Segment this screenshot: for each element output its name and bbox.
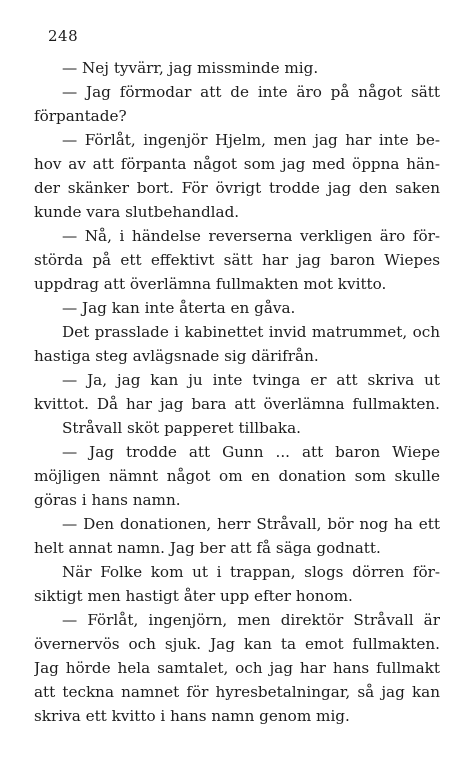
text-line-19: göras i hans namn. bbox=[34, 491, 181, 509]
text-line-8: — Nå, i händelse reverserna verkligen äro för- bbox=[62, 227, 440, 245]
text-line-6: der skänker bort. För övrigt trodde jag den saken bbox=[34, 179, 440, 197]
text-line-5: hov av att förpanta något som jag med öppna hän- bbox=[34, 155, 440, 173]
text-line-27: att teckna namnet för hyresbetalningar, så jag kan bbox=[34, 683, 440, 701]
text-line-2: — Jag förmodar att de inte äro på något sätt bbox=[62, 83, 440, 101]
text-line-20: — Den donationen, herr Stråvall, bör nog ha ett bbox=[62, 515, 440, 533]
text-line-22: När Folke kom ut i trappan, slogs dörren för- bbox=[62, 563, 440, 581]
text-line-23: siktigt men hastigt åter upp efter honom. bbox=[34, 587, 353, 605]
text-line-10: uppdrag att överlämna fullmakten mot kvitto. bbox=[34, 275, 387, 293]
text-line-3: förpantade? bbox=[34, 107, 127, 125]
text-line-26: Jag hörde hela samtalet, och jag har hans fullmakt bbox=[34, 659, 440, 677]
text-line-1: — Nej tyvärr, jag missminde mig. bbox=[62, 59, 319, 77]
text-line-15: kvittot. Då har jag bara att överlämna fullmakten. bbox=[34, 395, 440, 413]
text-line-13: hastiga steg avlägsnade sig därifrån. bbox=[34, 347, 319, 365]
text-line-7: kunde vara slutbehandlad. bbox=[34, 203, 240, 221]
text-line-11: — Jag kan inte återta en gåva. bbox=[62, 299, 296, 317]
text-line-14: — Ja, jag kan ju inte tvinga er att skriva ut bbox=[62, 371, 440, 389]
page-number: 248 bbox=[48, 27, 79, 45]
text-line-12: Det prasslade i kabinettet invid matrummet, och bbox=[62, 323, 440, 341]
text-line-16: Stråvall sköt papperet tillbaka. bbox=[62, 419, 301, 437]
text-line-25: övernervös och sjuk. Jag kan ta emot fullmakten. bbox=[34, 635, 440, 653]
text-line-17: — Jag trodde att Gunn ... att baron Wiepe bbox=[62, 443, 440, 461]
text-line-21: helt annat namn. Jag ber att få säga godnatt. bbox=[34, 539, 381, 557]
text-line-4: — Förlåt, ingenjör Hjelm, men jag har inte be- bbox=[62, 131, 440, 149]
text-line-28: skriva ett kvitto i hans namn genom mig. bbox=[34, 707, 350, 725]
text-line-18: möjligen nämnt något om en donation som skulle bbox=[34, 467, 440, 485]
text-line-9: störda på ett effektivt sätt har jag baron Wiepes bbox=[34, 251, 440, 269]
text-line-24: — Förlåt, ingenjörn, men direktör Stråvall är bbox=[62, 611, 440, 629]
